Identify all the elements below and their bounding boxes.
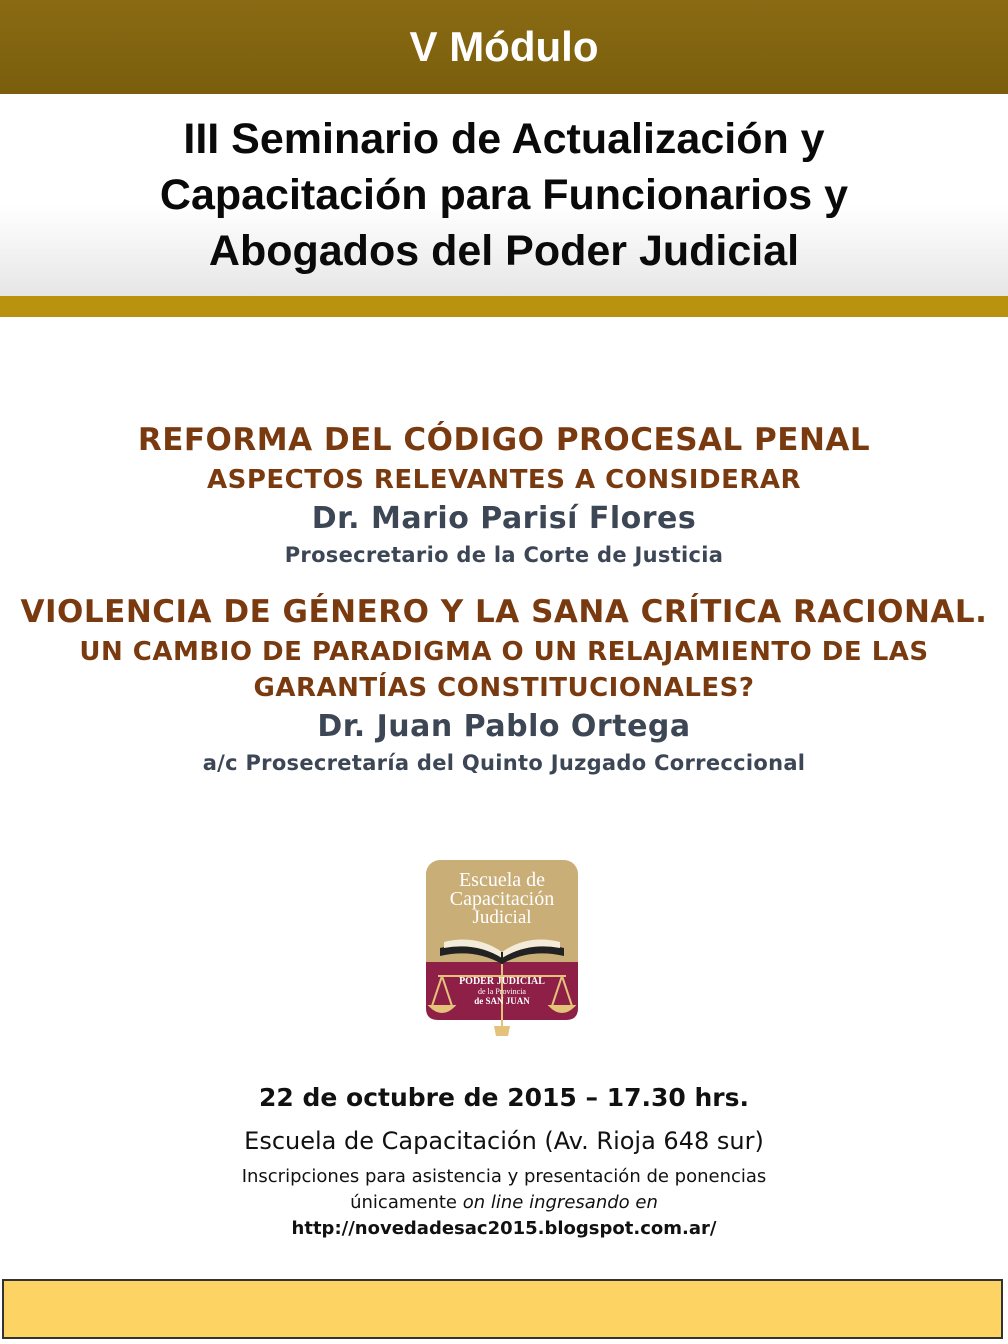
event-date: 22 de octubre de 2015 – 17.30 hrs. bbox=[258, 1083, 749, 1112]
logo-text-2: Capacitación bbox=[449, 888, 555, 910]
talk1-title: REFORMA DEL CÓDIGO PROCESAL PENAL bbox=[137, 422, 871, 458]
talk2-title: VIOLENCIA DE GÉNERO Y LA SANA CRÍTICA RACIONAL. bbox=[20, 594, 988, 630]
seminar-header bbox=[0, 94, 1008, 296]
talk1-subtitle: ASPECTOS RELEVANTES A CONSIDERAR bbox=[206, 465, 801, 495]
talk2-subtitle-2: GARANTÍAS CONSTITUCIONALES? bbox=[253, 673, 755, 703]
gold-divider bbox=[0, 296, 1008, 317]
inscription-only: únicamente bbox=[350, 1192, 458, 1213]
logo-text-1: Escuela de bbox=[458, 869, 546, 891]
logo-banner-text-1: PODER JUDICIAL bbox=[459, 976, 545, 987]
talk1-speaker: Dr. Mario Parisí Flores bbox=[311, 501, 697, 536]
seminar-title-line-3: Abogados del Poder Judicial bbox=[208, 227, 800, 275]
talk2-role: a/c Prosecretaría del Quinto Juzgado Correccional bbox=[202, 751, 806, 775]
talk1-role: Prosecretario de la Corte de Justicia bbox=[284, 543, 724, 567]
escuela-logo bbox=[418, 858, 584, 1038]
inscription-online bbox=[0, 1190, 1008, 1216]
event-place: Escuela de Capacitación (Av. Rioja 648 sur) bbox=[244, 1127, 764, 1155]
logo-banner-text-2: de la Provincia bbox=[478, 987, 526, 996]
talk2-subtitle-1: UN CAMBIO DE PARADIGMA O UN RELAJAMIENTO DE LAS bbox=[79, 637, 929, 667]
footer-box bbox=[2, 1279, 1003, 1339]
talk2-speaker: Dr. Juan Pablo Ortega bbox=[317, 709, 691, 744]
event-info bbox=[0, 1078, 1008, 1242]
seminar-title-line-2: Capacitación para Funcionarios y bbox=[159, 171, 849, 219]
inscription-text: Inscripciones para asistencia y presentación de ponencias bbox=[241, 1166, 767, 1187]
logo-text-3: Judicial bbox=[472, 907, 532, 928]
blog-url[interactable]: http://novedadesac2015.blogspot.com.ar/ bbox=[291, 1218, 717, 1239]
logo-banner-text-3: de SAN JUAN bbox=[474, 996, 530, 1006]
inscription-online-italic: on line ingresando en bbox=[462, 1192, 658, 1213]
talks-section bbox=[0, 418, 1008, 778]
module-title: V Módulo bbox=[409, 23, 599, 70]
seminar-title-line-1: III Seminario de Actualización y bbox=[183, 115, 825, 163]
scales-base bbox=[494, 1026, 510, 1036]
module-banner bbox=[0, 0, 1008, 94]
